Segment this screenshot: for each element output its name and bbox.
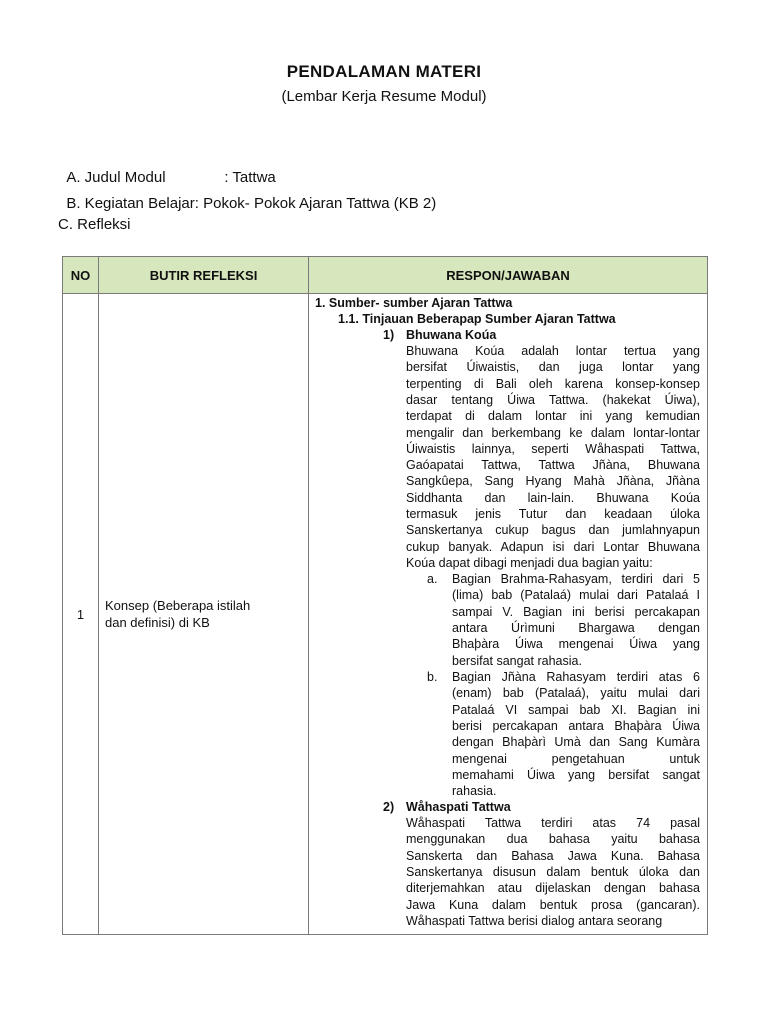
paragraph-line: Bagian Brahma-Rahasyam, terdiri dari 5 bbox=[452, 572, 700, 586]
paragraph-line: Gaóapatai Tattwa, Tattwa Jñàna, Bhuwana bbox=[406, 458, 700, 473]
kegiatan-belajar-value: : Pokok- Pokok Ajaran Tattwa (KB 2) bbox=[194, 195, 437, 212]
paragraph-line: terpenting di Bali oleh karena konsep-konsep bbox=[406, 376, 700, 391]
table-header-row bbox=[63, 257, 708, 294]
paragraph-line: dasar tentang Úiwa Tattwa. (hakekat Úiwa), bbox=[406, 392, 700, 407]
row-number: 1 bbox=[63, 294, 99, 935]
paragraph-line: menggunakan dua bahasa yaitu bahasa bbox=[406, 832, 700, 847]
paragraph-line: (enam) bab (Patalaá), yaitu mulai dari bbox=[452, 686, 700, 701]
butir-refleksi-cell bbox=[99, 294, 309, 935]
sub-a-label: a. bbox=[427, 572, 438, 586]
paragraph-line: Patalaá VI sampai bab XI. Bagian ini bbox=[452, 702, 700, 717]
paragraph-line: Sanskertanya disusun dalam bentuk úloka dan bbox=[406, 864, 700, 879]
paragraph-line: memahami Úiwa yang bersifat sangat bbox=[452, 767, 700, 782]
paragraph-line: dengan Bhaþàrì Umà dan Sang Kumàra bbox=[452, 735, 700, 750]
paragraph-line: mengalir dan berkembang ke dalam lontar-lontar bbox=[406, 425, 700, 440]
item-2-title: Wåhaspati Tattwa bbox=[406, 800, 511, 814]
response-content bbox=[309, 294, 707, 932]
butir-line-1: Konsep (Beberapa istilah bbox=[105, 598, 251, 613]
paragraph-line: Sanskertanya cukup bagus dan jumlahnyapun bbox=[406, 523, 700, 538]
judul-modul-label: A. Judul Modul bbox=[66, 169, 166, 186]
paragraph-line: (lima) bab (Patalaá) mulai dari Patalaá I bbox=[452, 588, 700, 603]
table-row bbox=[63, 294, 708, 935]
paragraph-line: berisi percakapan antara Bhaþàra Úiwa bbox=[452, 718, 700, 733]
section-heading: 1. Sumber- sumber Ajaran Tattwa bbox=[315, 296, 513, 310]
paragraph-line: terdapat di dalam lontar ini yang kemudian bbox=[406, 409, 700, 424]
header-respon-jawaban: RESPON/JAWABAN bbox=[309, 257, 708, 294]
item-1-title: Bhuwana Koúa bbox=[406, 328, 497, 342]
document-subtitle: (Lembar Kerja Resume Modul) bbox=[281, 88, 487, 105]
paragraph-line: Úiwaistis lainnya, seperti Wåhaspati Tattwa, bbox=[406, 441, 700, 456]
paragraph-line: Sanskerta dan Bahasa Jawa Kuna. Bahasa bbox=[406, 848, 700, 863]
paragraph-line: Siddhanta dan lain-lain. Bhuwana Koúa bbox=[406, 490, 700, 505]
paragraph-line: Bagian Jñàna Rahasyam terdiri atas 6 bbox=[452, 670, 700, 684]
respon-jawaban-cell bbox=[309, 294, 708, 935]
header-no: NO bbox=[63, 257, 99, 294]
paragraph-line: bersifat sangat rahasia. bbox=[452, 653, 582, 668]
item-2-number: 2) bbox=[383, 800, 395, 814]
paragraph-line: Wåhaspati Tattwa terdiri atas 74 pasal bbox=[406, 816, 700, 830]
paragraph-line: antara Úrìmuni Bhargawa dengan bbox=[452, 620, 700, 635]
butir-line-2: dan definisi) di KB bbox=[105, 615, 210, 630]
paragraph-line: diterjemahkan atau dijelaskan dengan bahasa bbox=[406, 881, 700, 896]
sub-b-label: b. bbox=[427, 670, 438, 684]
judul-modul-value: : Tattwa bbox=[224, 169, 276, 186]
paragraph-line: cukup banyak. Adapun isi dari Lontar Bhuwana bbox=[406, 539, 700, 554]
subsection-heading: 1.1. Tinjauan Beberapap Sumber Ajaran Tattwa bbox=[338, 312, 616, 326]
paragraph-line: Bhuwana Koúa adalah lontar tertua yang bbox=[406, 344, 700, 358]
paragraph-line: Bhaþàra Úiwa mengenai Úiwa yang bbox=[452, 637, 700, 652]
paragraph-line: mengenai pengetahuan untuk bbox=[452, 751, 700, 766]
kegiatan-belajar-label: B. Kegiatan Belajar bbox=[66, 195, 195, 212]
paragraph-line: bersifat Úiwaistis, dan juga lontar yang bbox=[406, 360, 700, 375]
paragraph-line: sampai V. Bagian ini berisi percakapan bbox=[452, 604, 700, 619]
paragraph-line: Sangkûepa, Sang Hyang Mahà Jñàna, Jñàna bbox=[406, 474, 700, 489]
kegiatan-belajar-row bbox=[58, 178, 436, 212]
document-title: PENDALAMAN MATERI bbox=[286, 62, 482, 81]
paragraph-line: termasuk jenis Tutur dan keadaan úloka bbox=[406, 507, 700, 521]
refleksi-label: C. Refleksi bbox=[58, 216, 131, 233]
header-butir-refleksi: BUTIR REFLEKSI bbox=[99, 257, 309, 294]
paragraph-line: rahasia. bbox=[452, 784, 497, 799]
paragraph-line: Wåhaspati Tattwa berisi dialog antara seorang bbox=[406, 913, 663, 928]
paragraph-line: Koúa dapat dibagi menjadi dua bagian yaitu: bbox=[406, 555, 653, 570]
paragraph-line: Jawa Kuna dalam bentuk prosa (gancaran). bbox=[406, 897, 700, 912]
item-1-number: 1) bbox=[383, 328, 395, 342]
reflection-table bbox=[62, 256, 708, 935]
